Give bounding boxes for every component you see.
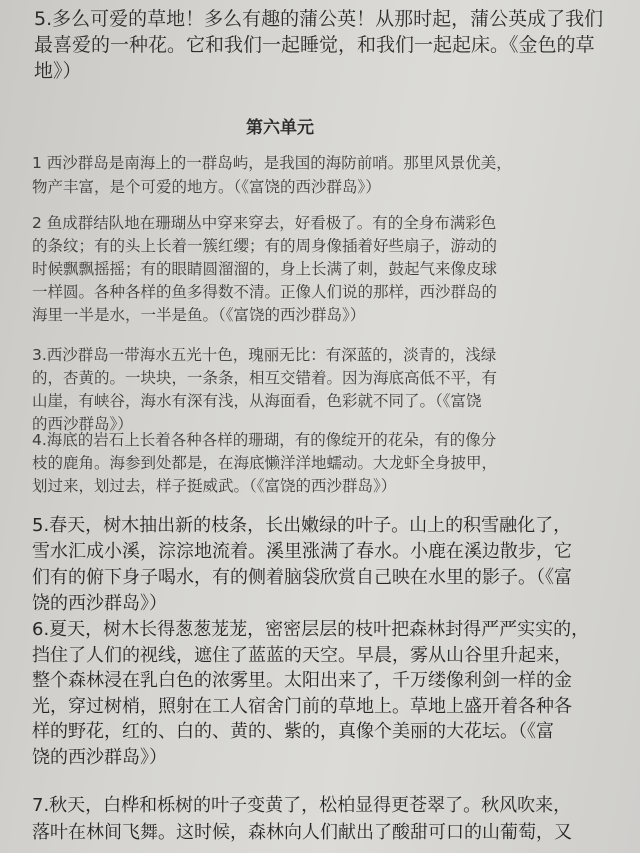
paragraph-4: 4.海底的岩石上长着各种各样的珊瑚，有的像绽开的花朵，有的像分 枝的鹿角。海参到处都是，在海底懒洋洋地蠕动。大龙虾全身披甲， 划过来，划过去，样子挺威武。（《富饶的西沙群岛》） [32,431,498,495]
paragraph-2: 2 鱼成群结队地在珊瑚丛中穿来穿去，好看极了。有的全身布满彩色 的条纹；有的头上长着一簇红缨；有的周身像插着好些扇子，游动的 时候飘飘摇摇；有的眼睛圆溜溜的，身上长满了刺，鼓起气来像皮球 一样圆。各种各样的鱼多得数不清。正像人们说的那样，西沙群岛的 海里一半是水，一半是鱼。（《富饶的西沙群岛》） [32,214,498,324]
paragraph-3: 3.西沙群岛一带海水五光十色，瑰丽无比：有深蓝的，淡青的，浅绿 的，杏黄的。一块块，一条条，相互交错着。因为海底高低不平，有 山崖，有峡谷，海水有深有浅，从海面看，色彩就不同了。（《富饶 的西沙群岛》） [32,346,498,433]
paragraph-1: 1 西沙群岛是南海上的一群岛屿，是我国的海防前哨。那里风景优美， 物产丰富，是个可爱的地方。（《富饶的西沙群岛》） [32,154,512,196]
paragraph-7: 7.秋天，白桦和栎树的叶子变黄了，松柏显得更苍翠了。秋风吹来， 落叶在林间飞舞。这时候，森林向人们献出了酸甜可口的山葡萄，又 [32,795,572,843]
intro-paragraph: 5.多么可爱的草地！多么有趣的蒲公英！从那时起，蒲公英成了我们 最喜爱的一种花。它和我们一起睡觉，和我们一起起床。《金色的草 地》） [34,8,604,82]
unit-heading: 第六单元 [246,118,314,138]
paragraph-5: 5.春天，树木抽出新的枝条，长出嫩绿的叶子。山上的积雪融化了， 雪水汇成小溪，淙淙地流着。溪里涨满了春水。小鹿在溪边散步，它 们有的俯下身子喝水，有的侧着脑袋欣赏自己映在水里的影子。（《富 饶的西沙群岛》） [32,515,572,614]
paragraph-6: 6.夏天，树木长得葱葱茏茏，密密层层的枝叶把森林封得严严实实的， 挡住了人们的视线，遮住了蓝蓝的天空。早晨，雾从山谷里升起来， 整个森林浸在乳白色的浓雾里。太阳出来了，千万缕像利剑一样的金 光，穿过树梢，照射在工人宿舍门前的草地上。草地上盛开着各种各 样的野花，红的、白的、黄的、紫的，真像个美丽的大花坛。（《富 饶的西沙群岛》） [32,619,590,768]
